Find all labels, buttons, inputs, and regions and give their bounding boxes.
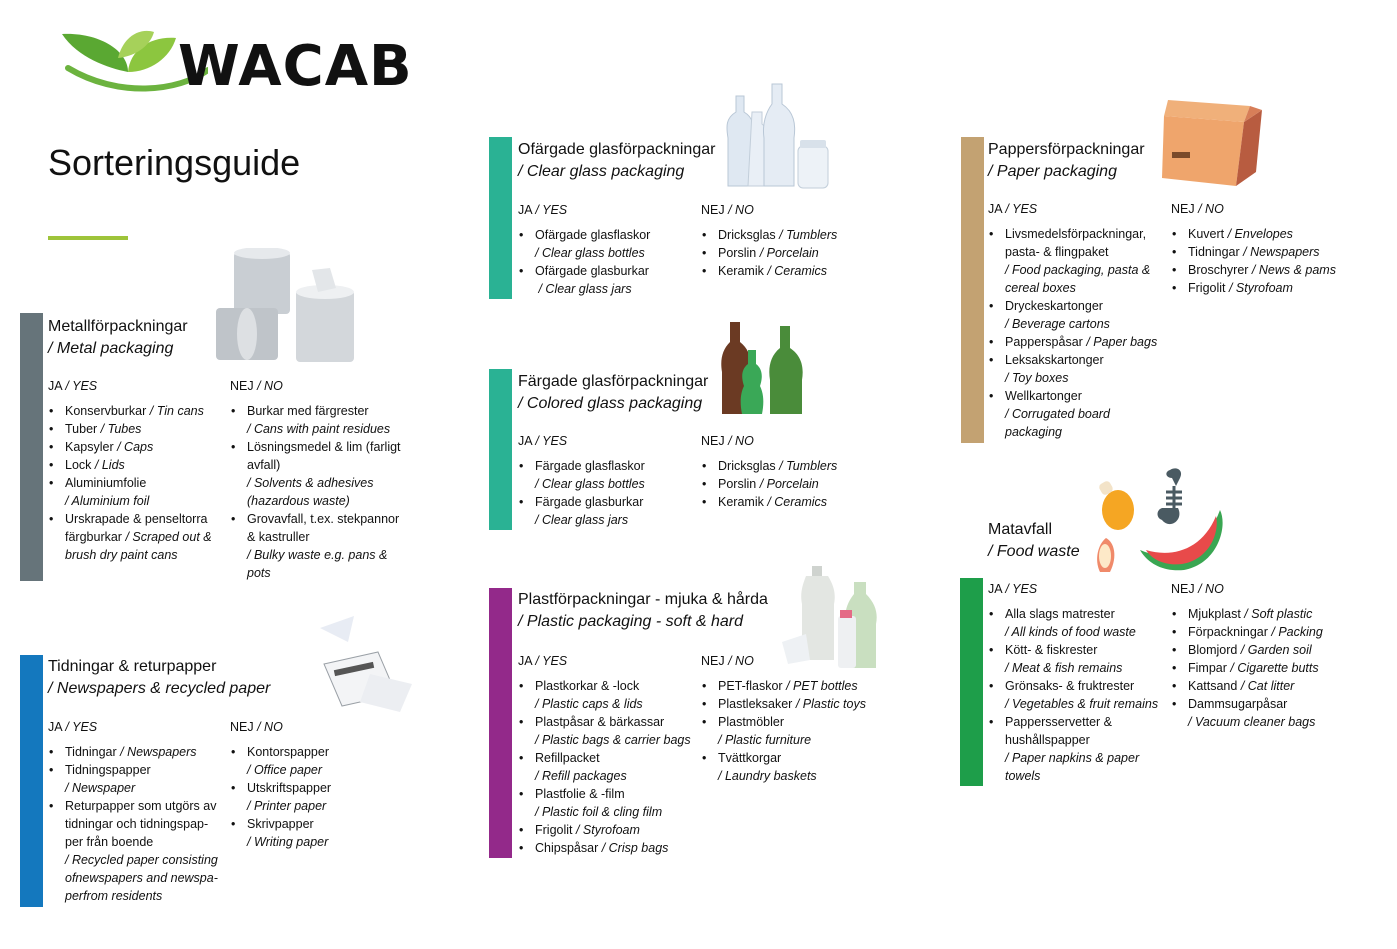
- no-label-en: / NO: [728, 434, 754, 448]
- food-no-list: [1171, 605, 1371, 731]
- yes-label: JA: [988, 202, 1002, 216]
- item-sv: Frigolit: [1188, 281, 1229, 295]
- title-underline: [48, 236, 128, 240]
- item-en: / Porcelain: [759, 477, 819, 491]
- item-sv: Tidningar: [1188, 245, 1244, 259]
- food-yes-list: [988, 605, 1168, 785]
- item-en: / Cat litter: [1240, 679, 1295, 693]
- yes-label-en: / YES: [1005, 202, 1038, 216]
- item-sv: Livsmedelsförpackningar, pasta- & flingpaket: [1005, 227, 1147, 259]
- paper-section-title: [988, 139, 1145, 183]
- item-sv: Papperspåsar: [1005, 335, 1087, 349]
- list-item: [1171, 279, 1361, 297]
- yes-label: JA: [518, 434, 532, 448]
- newspapers-color-bar: [20, 655, 43, 907]
- list-item: [518, 457, 696, 493]
- item-en: / Plastic foil & cling film: [535, 805, 663, 819]
- item-en: / Clear glass bottles: [535, 246, 645, 260]
- item-sv: Tvättkorgar: [718, 751, 782, 765]
- list-item: [230, 438, 410, 510]
- paper-title-en: / Paper packaging: [988, 163, 1117, 180]
- item-sv: Utskriftspapper: [247, 781, 332, 795]
- list-item: [988, 677, 1168, 713]
- item-sv: Pappersservetter & hushållspapper: [1005, 715, 1112, 747]
- metal-yes-list: [48, 402, 220, 564]
- metal-yes-header: [48, 379, 97, 393]
- list-item: [701, 677, 891, 695]
- list-item: [230, 743, 400, 779]
- item-sv: Konservburkar: [65, 404, 150, 418]
- no-label: NEJ: [1171, 202, 1195, 216]
- list-item: [1171, 225, 1361, 243]
- list-item: [518, 677, 700, 713]
- item-sv: Tuber: [65, 422, 101, 436]
- item-sv: Broschyrer: [1188, 263, 1252, 277]
- item-en: / Garden soil: [1240, 643, 1312, 657]
- list-item: [48, 474, 220, 510]
- list-item: [48, 402, 220, 420]
- list-item: [1171, 677, 1371, 695]
- plastic-no-list: [701, 677, 891, 785]
- item-sv: Blomjord: [1188, 643, 1241, 657]
- metal-section-title: [48, 316, 188, 360]
- item-en: / Scraped out & brush dry paint cans: [65, 530, 212, 562]
- item-sv: Kattsand: [1188, 679, 1241, 693]
- plastic-section-title: [518, 589, 768, 633]
- item-en: / Vacuum cleaner bags: [1188, 715, 1316, 729]
- list-item: [988, 641, 1168, 677]
- colored-glass-title-en: / Colored glass packaging: [518, 395, 703, 412]
- yes-label-en: / YES: [535, 434, 568, 448]
- metal-no-header: [230, 379, 283, 393]
- item-en: / Newspapers: [120, 745, 197, 759]
- plastic-title-sv: Plastförpackningar - mjuka & hårda: [518, 591, 768, 608]
- list-item: [1171, 605, 1371, 623]
- item-sv: Plastkorkar & -lock: [535, 679, 640, 693]
- wacab-logo: [58, 28, 448, 100]
- item-en: / Plastic caps & lids: [535, 697, 643, 711]
- yes-label-en: / YES: [1005, 582, 1038, 596]
- clear-glass-yes-list: [518, 226, 696, 298]
- item-en: / Ceramics: [767, 495, 828, 509]
- item-sv: Skrivpapper: [247, 817, 314, 831]
- colored-glass-section-title: [518, 371, 708, 415]
- clear-glass-title-en: / Clear glass packaging: [518, 163, 685, 180]
- list-item: [701, 475, 871, 493]
- page-title: Sorteringsguide: [48, 142, 301, 183]
- list-item: [518, 262, 696, 298]
- list-item: [48, 456, 220, 474]
- item-sv: Ofärgade glasflaskor: [535, 228, 651, 242]
- plastic-no-header: [701, 654, 754, 668]
- item-en: / Vegetables & fruit remains: [1005, 697, 1159, 711]
- list-item: [701, 749, 891, 785]
- item-sv: Returpapper som utgörs av tidningar och tidningspap-per från boende: [65, 799, 217, 849]
- item-sv: Kapsyler: [65, 440, 118, 454]
- item-sv: Chipspåsar: [535, 841, 602, 855]
- item-en: / Tumblers: [779, 459, 838, 473]
- no-label-en: / NO: [728, 654, 754, 668]
- item-sv: Grönsaks- & fruktrester: [1005, 679, 1135, 693]
- colored-glass-yes-header: [518, 434, 567, 448]
- item-en: / Tumblers: [779, 228, 838, 242]
- item-en: / Plastic toys: [795, 697, 866, 711]
- item-sv: Färgade glasflaskor: [535, 459, 645, 473]
- plastic-color-bar: [489, 588, 512, 858]
- item-sv: Fimpar: [1188, 661, 1231, 675]
- paper-title-sv: Pappersförpackningar: [988, 141, 1145, 158]
- no-label-en: / NO: [1198, 202, 1224, 216]
- list-item: [48, 510, 220, 564]
- item-sv: Dryckeskartonger: [1005, 299, 1103, 313]
- food-color-bar: [960, 578, 983, 786]
- list-item: [701, 695, 891, 713]
- no-label: NEJ: [701, 203, 725, 217]
- food-title-sv: Matavfall: [988, 521, 1053, 538]
- no-label: NEJ: [701, 434, 725, 448]
- list-item: [230, 402, 410, 438]
- item-en: / Crisp bags: [601, 841, 669, 855]
- plastic-yes-list: [518, 677, 700, 857]
- yes-label: JA: [518, 203, 532, 217]
- item-en: / Caps: [117, 440, 154, 454]
- list-item: [518, 713, 700, 749]
- list-item: [1171, 641, 1371, 659]
- item-en: / Lids: [94, 458, 125, 472]
- item-sv: Frigolit: [535, 823, 576, 837]
- no-label: NEJ: [230, 379, 254, 393]
- item-sv: Lösningsmedel & lim (farligt avfall): [247, 440, 401, 472]
- item-sv: Porslin: [718, 246, 760, 260]
- list-item: [701, 262, 871, 280]
- no-label: NEJ: [230, 720, 254, 734]
- item-sv: Förpackningar: [1188, 625, 1272, 639]
- list-item: [48, 438, 220, 456]
- item-sv: Plastmöbler: [718, 715, 784, 729]
- yes-label: JA: [988, 582, 1002, 596]
- list-item: [988, 605, 1168, 641]
- clear-glass-bottles-icon: [722, 82, 834, 192]
- item-en: / Newspapers: [1243, 245, 1320, 259]
- item-en: / Corrugated board packaging: [1005, 407, 1110, 439]
- item-en: / All kinds of food waste: [1005, 625, 1136, 639]
- item-sv: Tidningspapper: [65, 763, 151, 777]
- item-en: / Cans with paint residues: [247, 422, 391, 436]
- item-sv: Lock: [65, 458, 95, 472]
- item-en: / Tubes: [100, 422, 142, 436]
- item-en: / Styrofoam: [575, 823, 640, 837]
- item-sv: Grovavfall, t.ex. stekpannor & kastruller: [247, 512, 400, 544]
- item-en: / Ceramics: [767, 264, 828, 278]
- item-en: / Paper bags: [1086, 335, 1158, 349]
- item-en: / Bulky waste e.g. pans & pots: [247, 548, 388, 580]
- item-en: / Solvents & adhesives (hazardous waste): [247, 476, 374, 508]
- item-en: / Clear glass jars: [535, 513, 629, 527]
- item-en: / Cigarette butts: [1230, 661, 1319, 675]
- item-en: / Styrofoam: [1228, 281, 1293, 295]
- newspapers-yes-header: [48, 720, 97, 734]
- no-label-en: / NO: [1198, 582, 1224, 596]
- newspapers-no-header: [230, 720, 283, 734]
- yes-label: JA: [48, 720, 62, 734]
- item-sv: Kontorspapper: [247, 745, 330, 759]
- list-item: [988, 713, 1168, 785]
- colored-glass-color-bar: [489, 369, 512, 530]
- paper-no-header: [1171, 202, 1224, 216]
- item-en: / Meat & fish remains: [1005, 661, 1123, 675]
- item-en: / Clear glass jars: [538, 282, 632, 296]
- tin-cans-icon: [212, 248, 362, 366]
- item-en: / Recycled paper consisting ofnewspapers and newspa-perfrom residents: [65, 853, 218, 903]
- metal-no-list: [230, 402, 410, 582]
- list-item: [701, 226, 871, 244]
- paper-color-bar: [961, 137, 984, 443]
- paper-yes-list: [988, 225, 1166, 441]
- item-en: / Plastic bags & carrier bags: [535, 733, 691, 747]
- food-no-header: [1171, 582, 1224, 596]
- item-sv: Burkar med färgrester: [247, 404, 369, 418]
- list-item: [518, 785, 700, 821]
- food-title-en: / Food waste: [988, 543, 1080, 560]
- list-item: [701, 244, 871, 262]
- list-item: [988, 225, 1166, 297]
- metal-color-bar: [20, 313, 43, 581]
- item-en: / Newspaper: [65, 781, 136, 795]
- no-label-en: / NO: [257, 379, 283, 393]
- list-item: [518, 226, 696, 262]
- item-sv: Kött- & fiskrester: [1005, 643, 1098, 657]
- plastic-title-en: / Plastic packaging - soft & hard: [518, 613, 743, 630]
- item-en: / News & pams: [1251, 263, 1336, 277]
- newspapers-title-en: / Newspapers & recycled paper: [48, 680, 271, 697]
- no-label-en: / NO: [257, 720, 283, 734]
- list-item: [518, 749, 700, 785]
- item-en: / Packing: [1271, 625, 1323, 639]
- list-item: [988, 297, 1166, 333]
- item-sv: Aluminiumfolie: [65, 476, 147, 490]
- list-item: [1171, 659, 1371, 677]
- colored-glass-yes-list: [518, 457, 696, 529]
- item-sv: Porslin: [718, 477, 760, 491]
- item-sv: Dricksglas: [718, 228, 780, 242]
- item-en: / Refill packages: [535, 769, 627, 783]
- yes-label-en: / YES: [535, 654, 568, 668]
- list-item: [518, 493, 696, 529]
- item-en: / Writing paper: [247, 835, 329, 849]
- item-sv: Kuvert: [1188, 227, 1228, 241]
- item-sv: Leksakskartonger: [1005, 353, 1104, 367]
- clear-glass-yes-header: [518, 203, 567, 217]
- list-item: [230, 510, 410, 582]
- item-sv: Refillpacket: [535, 751, 600, 765]
- item-en: / Office paper: [247, 763, 323, 777]
- item-sv: PET-flaskor: [718, 679, 787, 693]
- item-en: / Printer paper: [247, 799, 327, 813]
- item-en: / Aluminium foil: [65, 494, 150, 508]
- no-label-en: / NO: [728, 203, 754, 217]
- item-sv: Dricksglas: [718, 459, 780, 473]
- list-item: [988, 387, 1166, 441]
- list-item: [1171, 243, 1361, 261]
- item-en: / Toy boxes: [1005, 371, 1069, 385]
- item-sv: Ofärgade glasburkar: [535, 264, 649, 278]
- item-sv: Plastfolie & -film: [535, 787, 625, 801]
- clear-glass-color-bar: [489, 137, 512, 299]
- no-label: NEJ: [1171, 582, 1195, 596]
- list-item: [518, 839, 700, 857]
- newspapers-section-title: [48, 656, 270, 700]
- logo-text: WACAB: [178, 34, 413, 99]
- colored-glass-no-list: [701, 457, 871, 511]
- list-item: [48, 420, 220, 438]
- clear-glass-no-header: [701, 203, 754, 217]
- list-item: [988, 333, 1166, 351]
- item-sv: Urskrapade & penseltorra färgburkar: [65, 512, 208, 544]
- list-item: [230, 815, 400, 851]
- yes-label: JA: [518, 654, 532, 668]
- clear-glass-section-title: [518, 139, 715, 183]
- newspapers-yes-list: [48, 743, 226, 905]
- list-item: [1171, 261, 1361, 279]
- list-item: [988, 351, 1166, 387]
- item-sv: Alla slags matrester: [1005, 607, 1115, 621]
- newspapers-no-list: [230, 743, 400, 851]
- item-en: / Laundry baskets: [718, 769, 817, 783]
- item-sv: Keramik: [718, 264, 768, 278]
- item-en: / Paper napkins & paper towels: [1005, 751, 1140, 783]
- list-item: [701, 713, 891, 749]
- yes-label-en: / YES: [535, 203, 568, 217]
- list-item: [518, 821, 700, 839]
- paper-no-list: [1171, 225, 1361, 297]
- yes-label-en: / YES: [65, 720, 98, 734]
- item-en: / Beverage cartons: [1005, 317, 1110, 331]
- colored-glass-no-header: [701, 434, 754, 448]
- list-item: [1171, 623, 1371, 641]
- item-sv: Plastpåsar & bärkassar: [535, 715, 665, 729]
- item-sv: Keramik: [718, 495, 768, 509]
- yes-label-en: / YES: [65, 379, 98, 393]
- food-waste-icon: [1092, 464, 1232, 580]
- plastic-bottles-icon: [776, 564, 882, 672]
- cardboard-box-icon: [1158, 96, 1268, 192]
- item-en: / Soft plastic: [1244, 607, 1313, 621]
- no-label: NEJ: [701, 654, 725, 668]
- item-en: / Plastic furniture: [718, 733, 812, 747]
- item-en: / Envelopes: [1227, 227, 1293, 241]
- newspapers-title-sv: Tidningar & returpapper: [48, 658, 217, 675]
- food-yes-header: [988, 582, 1037, 596]
- item-en: / Food packaging, pasta & cereal boxes: [1005, 263, 1151, 295]
- list-item: [48, 797, 226, 905]
- list-item: [701, 457, 871, 475]
- list-item: [48, 761, 226, 797]
- list-item: [48, 743, 226, 761]
- colored-glass-title-sv: Färgade glasförpackningar: [518, 373, 709, 390]
- list-item: [230, 779, 400, 815]
- item-sv: Wellkartonger: [1005, 389, 1082, 403]
- yes-label: JA: [48, 379, 62, 393]
- item-sv: Dammsugarpåsar: [1188, 697, 1288, 711]
- item-en: / Clear glass bottles: [535, 477, 645, 491]
- clear-glass-no-list: [701, 226, 871, 280]
- clear-glass-title-sv: Ofärgade glasförpackningar: [518, 141, 716, 158]
- metal-title-en: / Metal packaging: [48, 340, 174, 357]
- paper-yes-header: [988, 202, 1037, 216]
- list-item: [701, 493, 871, 511]
- item-en: / Tin cans: [149, 404, 204, 418]
- item-en: / Porcelain: [759, 246, 819, 260]
- item-sv: Mjukplast: [1188, 607, 1245, 621]
- item-sv: Tidningar: [65, 745, 121, 759]
- colored-glass-bottles-icon: [718, 320, 818, 416]
- metal-title-sv: Metallförpackningar: [48, 318, 188, 335]
- item-sv: Plastleksaker: [718, 697, 796, 711]
- plastic-yes-header: [518, 654, 567, 668]
- list-item: [1171, 695, 1371, 731]
- food-section-title: [988, 519, 1080, 563]
- newspaper-icon: [300, 614, 420, 714]
- item-en: / PET bottles: [786, 679, 858, 693]
- item-sv: Färgade glasburkar: [535, 495, 644, 509]
